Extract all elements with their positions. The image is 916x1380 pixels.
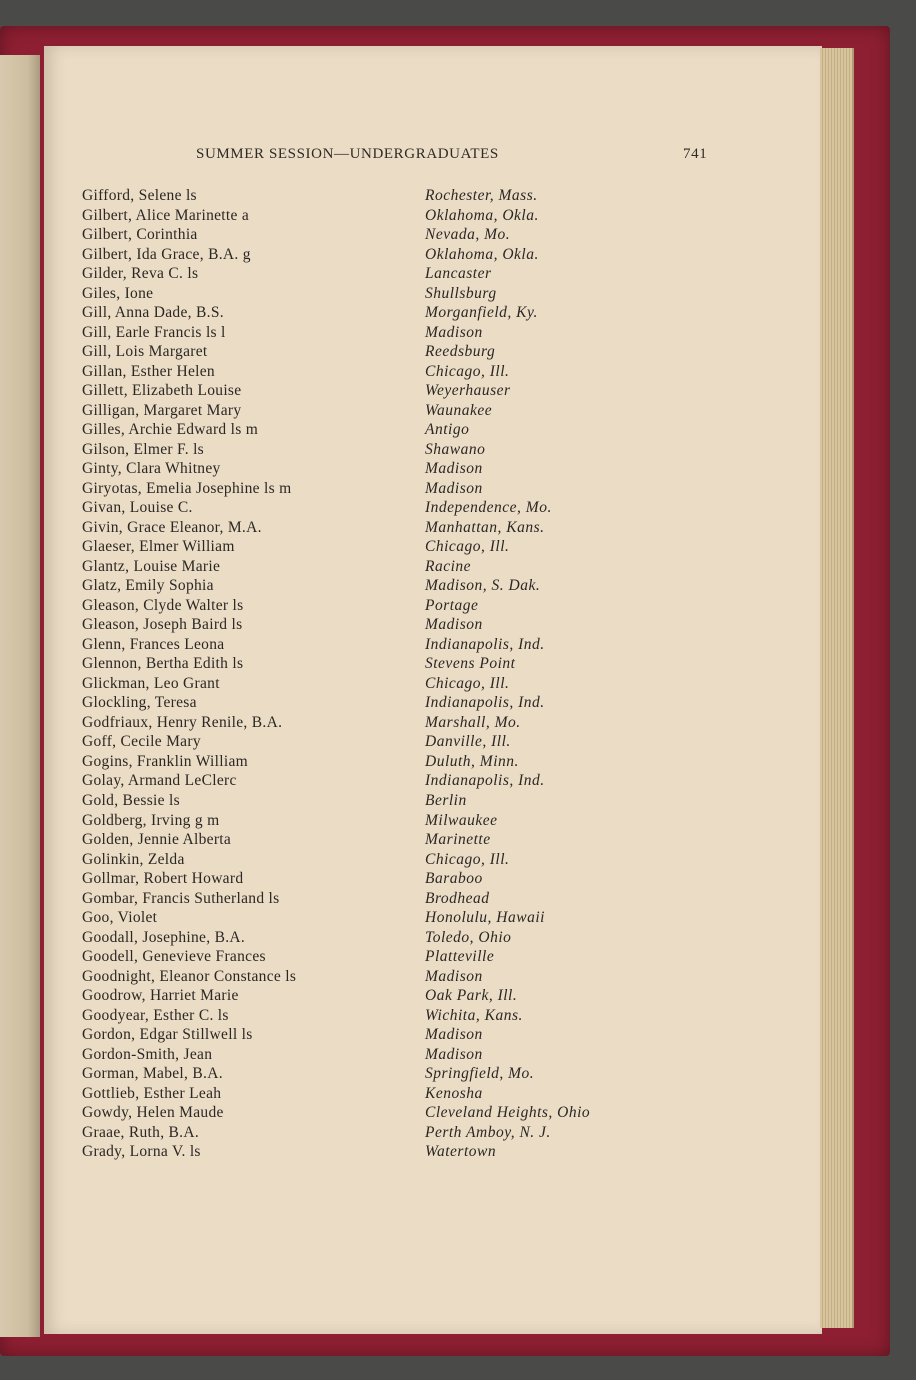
hometown: Rochester, Mass. xyxy=(425,187,538,204)
student-name: Golden, Jennie Alberta xyxy=(82,831,232,849)
list-item xyxy=(0,342,916,362)
list-item xyxy=(0,1064,916,1084)
hometown: Wichita, Kans. xyxy=(425,1006,523,1024)
hometown: Shawano xyxy=(425,440,486,458)
list-item xyxy=(0,459,916,479)
list-item xyxy=(0,537,916,557)
student-name: Gowdy, Helen Maude xyxy=(82,1104,224,1122)
student-name: Gombar, Francis Sutherland ls xyxy=(82,889,280,907)
list-item xyxy=(0,264,916,284)
student-name: Gleason, Clyde Walter ls xyxy=(82,596,244,614)
student-name: Gorman, Mabel, B.A. xyxy=(82,1065,223,1083)
list-item xyxy=(0,693,916,713)
running-header xyxy=(0,146,916,166)
hometown: Berlin xyxy=(425,791,467,809)
hometown: Shullsburg xyxy=(425,284,497,302)
student-name: Golay, Armand LeClerc xyxy=(82,772,237,790)
student-name: Gilbert, Alice Marinette a xyxy=(82,206,250,224)
list-item xyxy=(0,1084,916,1104)
hometown: Nevada, Mo. xyxy=(425,226,511,244)
list-item xyxy=(0,908,916,928)
list-item xyxy=(0,440,916,460)
hometown: Springfield, Mo. xyxy=(425,1065,535,1083)
student-name: Ginty, Clara Whitney xyxy=(82,460,221,478)
student-name: Goff, Cecile Mary xyxy=(82,733,201,751)
hometown: Morganfield, Ky. xyxy=(425,304,538,322)
student-name: Golinkin, Zelda xyxy=(82,850,185,868)
student-name: Giryotas, Emelia Josephine ls m xyxy=(82,479,292,497)
student-name: Gilles, Archie Edward ls m xyxy=(82,421,259,439)
hometown: Honolulu, Hawaii xyxy=(425,909,545,927)
list-item xyxy=(0,830,916,850)
hometown: Brodhead xyxy=(425,889,490,907)
list-item xyxy=(0,811,916,831)
hometown: Madison xyxy=(425,479,483,497)
list-item xyxy=(0,303,916,323)
student-name: Goodyear, Esther C. ls xyxy=(82,1006,229,1024)
hometown: Chicago, Ill. xyxy=(425,850,510,868)
hometown: Kenosha xyxy=(425,1084,483,1102)
list-item xyxy=(0,928,916,948)
student-name: Goodrow, Harriet Marie xyxy=(82,987,239,1005)
list-item xyxy=(0,596,916,616)
hometown: Perth Amboy, N. J. xyxy=(425,1123,551,1141)
list-item xyxy=(0,732,916,752)
student-name: Gillan, Esther Helen xyxy=(82,362,215,380)
list-item xyxy=(0,576,916,596)
hometown: Danville, Ill. xyxy=(425,733,511,751)
list-item xyxy=(0,850,916,870)
hometown: Oak Park, Ill. xyxy=(425,987,518,1005)
list-item xyxy=(0,752,916,772)
student-name: Gilbert, Ida Grace, B.A. g xyxy=(82,245,251,263)
list-item xyxy=(0,479,916,499)
hometown: Chicago, Ill. xyxy=(425,674,510,692)
student-name: Goodall, Josephine, B.A. xyxy=(82,928,246,946)
header-title: SUMMER SESSION—UNDERGRADUATES xyxy=(196,146,499,162)
list-item xyxy=(0,284,916,304)
list-item xyxy=(0,654,916,674)
list-item xyxy=(0,381,916,401)
hometown: Indianapolis, Ind. xyxy=(425,635,545,653)
hometown: Madison xyxy=(425,1026,483,1044)
hometown: Weyerhauser xyxy=(425,382,511,400)
student-name: Gifford, Selene ls xyxy=(82,187,197,204)
student-name: Gordon-Smith, Jean xyxy=(82,1045,213,1063)
student-name: Glatz, Emily Sophia xyxy=(82,577,214,595)
student-name: Gollmar, Robert Howard xyxy=(82,870,244,888)
hometown: Madison xyxy=(425,967,483,985)
student-name: Giles, Ione xyxy=(82,284,154,302)
student-name: Glaeser, Elmer William xyxy=(82,538,235,556)
student-name: Goodell, Genevieve Frances xyxy=(82,948,266,966)
hometown: Milwaukee xyxy=(425,811,498,829)
hometown: Indianapolis, Ind. xyxy=(425,694,545,712)
student-name: Glockling, Teresa xyxy=(82,694,197,712)
student-name: Glennon, Bertha Edith ls xyxy=(82,655,244,673)
hometown: Toledo, Ohio xyxy=(425,928,512,946)
page-number: 741 xyxy=(683,146,708,162)
hometown: Platteville xyxy=(425,948,495,966)
hometown: Madison xyxy=(425,1045,483,1063)
hometown: Racine xyxy=(425,557,472,575)
hometown: Waunakee xyxy=(425,401,493,419)
hometown: Independence, Mo. xyxy=(425,499,552,517)
hometown: Portage xyxy=(425,596,479,614)
list-item xyxy=(0,186,916,206)
list-item xyxy=(0,206,916,226)
student-name: Gill, Anna Dade, B.S. xyxy=(82,304,224,322)
student-name: Gold, Bessie ls xyxy=(82,791,180,809)
student-name: Gogins, Franklin William xyxy=(82,752,249,770)
list-item xyxy=(0,1142,916,1162)
list-item xyxy=(0,323,916,343)
list-item xyxy=(0,713,916,733)
hometown: Chicago, Ill. xyxy=(425,362,510,380)
list-item xyxy=(0,889,916,909)
student-name: Givin, Grace Eleanor, M.A. xyxy=(82,518,262,536)
student-name: Gill, Earle Francis ls l xyxy=(82,323,226,341)
list-item xyxy=(0,986,916,1006)
student-name: Gilson, Elmer F. ls xyxy=(82,440,205,458)
list-item xyxy=(0,498,916,518)
hometown: Madison xyxy=(425,460,483,478)
list-item xyxy=(0,1025,916,1045)
list-item xyxy=(0,401,916,421)
list-item xyxy=(0,791,916,811)
hometown: Antigo xyxy=(425,421,470,439)
student-name: Gill, Lois Margaret xyxy=(82,343,208,361)
list-item xyxy=(0,1045,916,1065)
student-name: Givan, Louise C. xyxy=(82,499,193,517)
list-item xyxy=(0,518,916,538)
list-item xyxy=(0,245,916,265)
hometown: Marshall, Mo. xyxy=(425,713,521,731)
student-name: Goodnight, Eleanor Constance ls xyxy=(82,967,297,985)
hometown: Marinette xyxy=(425,831,491,849)
hometown: Watertown xyxy=(425,1143,497,1161)
student-name: Godfriaux, Henry Renile, B.A. xyxy=(82,713,283,731)
student-name: Graae, Ruth, B.A. xyxy=(82,1123,200,1141)
hometown: Duluth, Minn. xyxy=(425,752,519,770)
list-item xyxy=(0,869,916,889)
student-name: Grady, Lorna V. ls xyxy=(82,1143,201,1161)
list-item xyxy=(0,1123,916,1143)
list-item xyxy=(0,362,916,382)
hometown: Oklahoma, Okla. xyxy=(425,206,539,224)
student-name: Glenn, Frances Leona xyxy=(82,635,225,653)
hometown: Cleveland Heights, Ohio xyxy=(425,1104,591,1122)
list-item xyxy=(0,1103,916,1123)
student-name: Gillett, Elizabeth Louise xyxy=(82,382,242,400)
hometown: Manhattan, Kans. xyxy=(425,518,545,536)
student-name: Gordon, Edgar Stillwell ls xyxy=(82,1026,253,1044)
hometown: Stevens Point xyxy=(425,655,516,673)
list-item xyxy=(0,967,916,987)
hometown: Madison xyxy=(425,616,483,634)
hometown: Oklahoma, Okla. xyxy=(425,245,539,263)
student-name: Goldberg, Irving g m xyxy=(82,811,220,829)
student-name: Goo, Violet xyxy=(82,909,158,927)
hometown: Indianapolis, Ind. xyxy=(425,772,545,790)
student-name: Gilligan, Margaret Mary xyxy=(82,401,242,419)
student-name: Glickman, Leo Grant xyxy=(82,674,220,692)
list-item xyxy=(0,420,916,440)
hometown: Lancaster xyxy=(425,265,492,283)
list-item xyxy=(0,557,916,577)
student-name: Gilbert, Corinthia xyxy=(82,226,198,244)
hometown: Baraboo xyxy=(425,870,483,888)
list-item xyxy=(0,615,916,635)
student-name: Gleason, Joseph Baird ls xyxy=(82,616,243,634)
hometown: Madison xyxy=(425,323,483,341)
student-list xyxy=(0,186,916,1162)
list-item xyxy=(0,947,916,967)
student-name: Gottlieb, Esther Leah xyxy=(82,1084,222,1102)
list-item xyxy=(0,674,916,694)
list-item xyxy=(0,635,916,655)
list-item xyxy=(0,771,916,791)
student-name: Glantz, Louise Marie xyxy=(82,557,221,575)
hometown: Chicago, Ill. xyxy=(425,538,510,556)
student-name: Gilder, Reva C. ls xyxy=(82,265,199,283)
list-item xyxy=(0,1006,916,1026)
hometown: Madison, S. Dak. xyxy=(425,577,541,595)
list-item xyxy=(0,225,916,245)
hometown: Reedsburg xyxy=(425,343,496,361)
